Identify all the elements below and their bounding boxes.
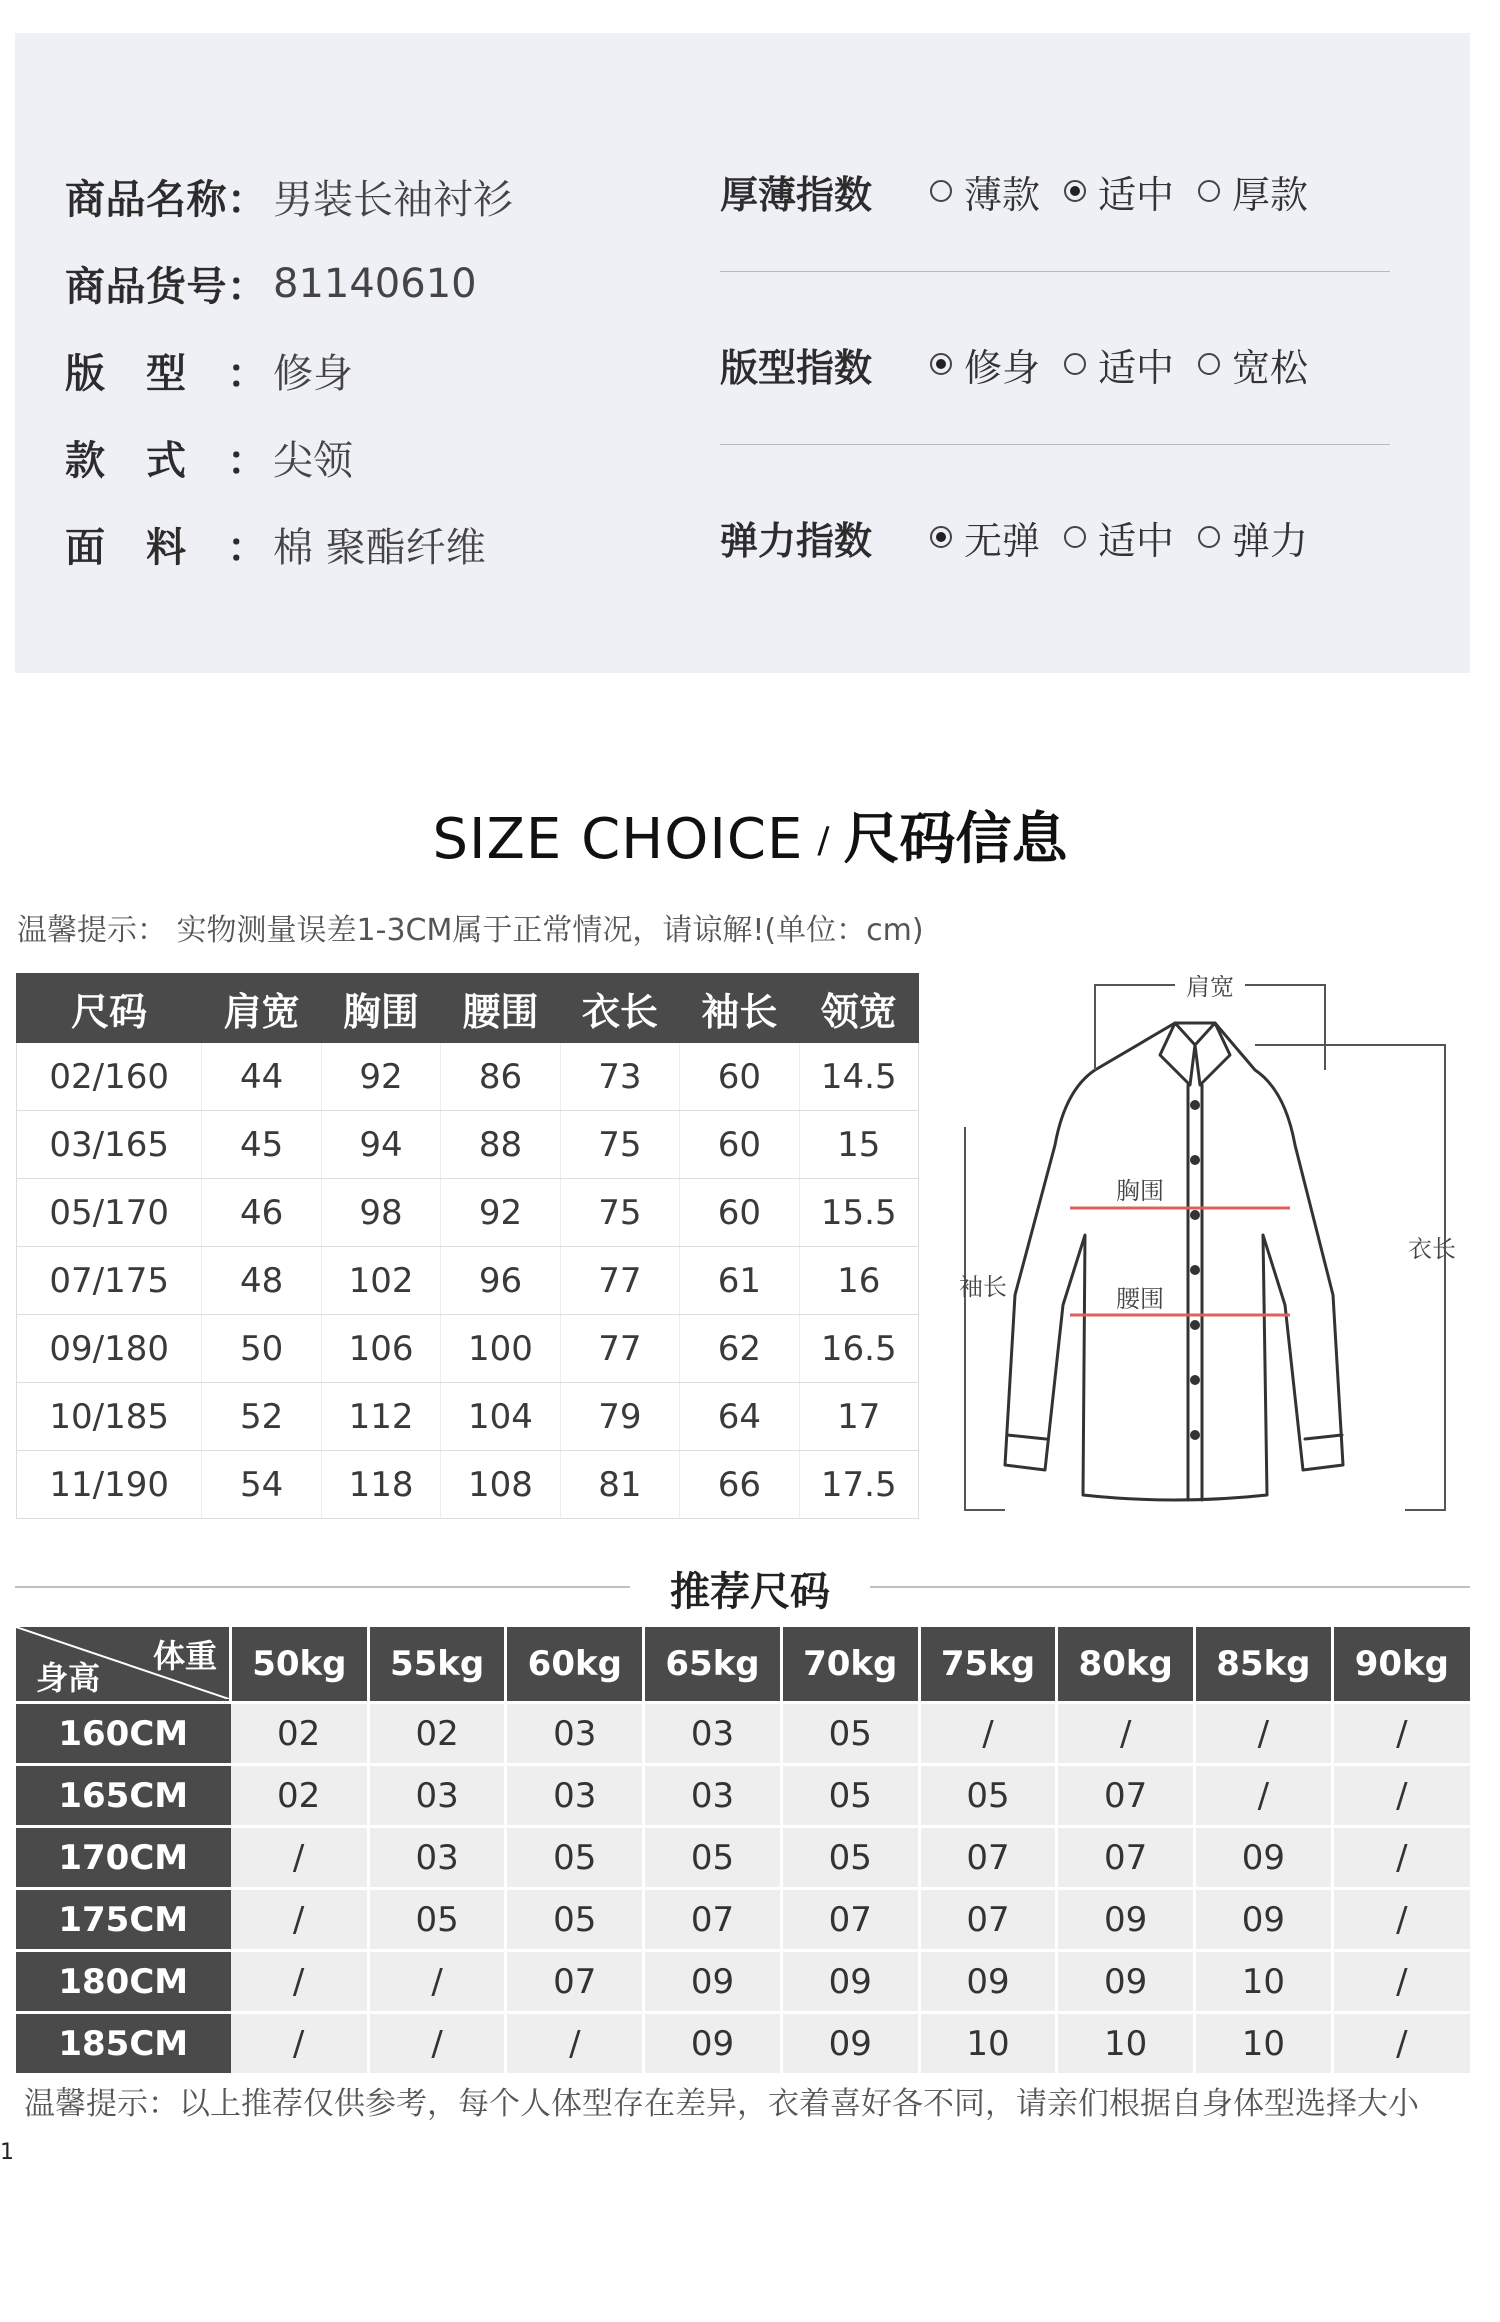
length-label: 衣长 [1408, 1235, 1456, 1263]
weight-header-cell: 90kg [1332, 1627, 1470, 1703]
label-char: 品 [105, 177, 146, 223]
recommend-cell: 07 [781, 1889, 919, 1951]
label-char: 货 [146, 264, 186, 310]
recommend-cell: 07 [1057, 1765, 1195, 1827]
index-option [1064, 510, 1174, 565]
radio-unchecked-icon [1198, 180, 1220, 202]
recommend-cell: 09 [1057, 1889, 1195, 1951]
recommend-cell: 02 [368, 1703, 506, 1765]
recommend-cell: / [1332, 1765, 1470, 1827]
size-cell: 10/185 [17, 1383, 202, 1451]
size-cell: 64 [680, 1383, 799, 1451]
weight-header-cell: 60kg [506, 1627, 644, 1703]
shirt-button [1190, 1265, 1200, 1275]
chest-label: 胸围 [1116, 1177, 1164, 1205]
index-option [1198, 510, 1308, 565]
table-row [16, 1765, 1470, 1827]
measurement-tip: 温馨提示： 实物测量误差1-3CM属于正常情况，请谅解!(单位：cm) [17, 913, 924, 948]
size-cell: 15.5 [799, 1179, 918, 1247]
corner-weight-label: 体重 [152, 1637, 217, 1675]
size-cell: 61 [680, 1247, 799, 1315]
size-table [16, 973, 919, 1519]
recommend-cell: / [1195, 1765, 1333, 1827]
label-char: 商 [65, 177, 105, 223]
recommend-cell: / [1332, 1827, 1470, 1889]
size-cell: 17 [799, 1383, 918, 1451]
recommend-cell: / [231, 2013, 369, 2074]
recommend-cell: / [231, 1827, 369, 1889]
recommend-cell: 05 [781, 1703, 919, 1765]
size-cell: 05/170 [17, 1179, 202, 1247]
recommend-cell: / [506, 2013, 644, 2074]
size-cell: 94 [321, 1111, 440, 1179]
size-cell: 44 [202, 1043, 321, 1111]
recommend-cell: 09 [644, 2013, 782, 2074]
recommend-cell: 05 [781, 1827, 919, 1889]
size-cell: 118 [321, 1451, 440, 1519]
size-cell: 07/175 [17, 1247, 202, 1315]
size-header-cell: 领宽 [799, 974, 918, 1043]
radio-checked-icon [930, 353, 952, 375]
recommend-cell: / [368, 1951, 506, 2013]
size-cell: 81 [560, 1451, 679, 1519]
size-cell: 16.5 [799, 1315, 918, 1383]
recommend-cell: 07 [506, 1951, 644, 2013]
height-row-header: 165CM [16, 1765, 231, 1827]
size-header-cell: 尺码 [17, 974, 202, 1043]
label-char: 料 [146, 525, 186, 571]
size-cell: 86 [441, 1043, 560, 1111]
recommend-corner-cell [16, 1627, 231, 1703]
product-attribute-row [65, 240, 513, 327]
recommend-cell: 09 [1057, 1951, 1195, 2013]
index-option-label: 适中 [1098, 345, 1175, 390]
size-cell: 106 [321, 1315, 440, 1383]
recommend-table [16, 1627, 1470, 2073]
label-char: 称 [186, 177, 227, 223]
size-cell: 03/165 [17, 1111, 202, 1179]
size-cell: 54 [202, 1451, 321, 1519]
product-indices [720, 163, 1390, 565]
size-cell: 102 [321, 1247, 440, 1315]
size-cell: 14.5 [799, 1043, 918, 1111]
table-row [17, 1383, 919, 1451]
shirt-button [1190, 1375, 1200, 1385]
recommend-table-body [16, 1703, 1470, 2074]
shirt-measurement-diagram [945, 975, 1465, 1515]
table-row [17, 1247, 919, 1315]
recommend-cell: 05 [919, 1765, 1057, 1827]
size-cell: 09/180 [17, 1315, 202, 1383]
size-cell: 15 [799, 1111, 918, 1179]
recommend-cell: / [1332, 2013, 1470, 2074]
recommend-cell: 03 [368, 1827, 506, 1889]
recommend-table-header [16, 1627, 1470, 1703]
height-row-header: 170CM [16, 1827, 231, 1889]
recommend-tip: 温馨提示：以上推荐仅供参考，每个人体型存在差异，衣着喜好各不同，请亲们根据自身体型选择大小 [24, 2086, 1419, 2122]
table-row [17, 1451, 919, 1519]
recommend-cell: 03 [644, 1703, 782, 1765]
size-choice-title [0, 795, 1500, 875]
index-divider [720, 271, 1390, 272]
size-cell: 77 [560, 1315, 679, 1383]
index-option-label: 弹力 [1232, 518, 1309, 563]
index-option-label: 厚款 [1232, 172, 1309, 217]
size-cell: 52 [202, 1383, 321, 1451]
table-row [16, 2013, 1470, 2074]
size-cell: 62 [680, 1315, 799, 1383]
radio-checked-icon [1064, 180, 1086, 202]
radio-unchecked-icon [1064, 526, 1086, 548]
shirt-body-outline [1005, 1023, 1343, 1500]
recommend-cell: 05 [781, 1765, 919, 1827]
recommend-cell: 05 [506, 1889, 644, 1951]
corner-height-label: 身高 [36, 1659, 101, 1697]
recommend-cell: 05 [506, 1827, 644, 1889]
height-row-header: 175CM [16, 1889, 231, 1951]
weight-header-cell: 75kg [919, 1627, 1057, 1703]
product-attribute-row [65, 414, 513, 501]
recommend-cell: 09 [644, 1951, 782, 2013]
recommend-cell: 07 [1057, 1827, 1195, 1889]
size-cell: 16 [799, 1247, 918, 1315]
recommend-cell: / [1332, 1951, 1470, 2013]
product-info-panel [15, 33, 1470, 673]
radio-unchecked-icon [1198, 526, 1220, 548]
size-cell: 77 [560, 1247, 679, 1315]
radio-unchecked-icon [1064, 353, 1086, 375]
table-row [17, 1315, 919, 1383]
index-label: 厚薄指数 [720, 172, 873, 217]
weight-header-cell: 50kg [231, 1627, 369, 1703]
recommend-cell: 10 [919, 2013, 1057, 2074]
product-attribute-value: 81140610 [273, 260, 477, 307]
size-header-cell: 胸围 [321, 974, 440, 1043]
recommend-cell: 03 [506, 1703, 644, 1765]
size-cell: 112 [321, 1383, 440, 1451]
recommend-title: 推荐尺码 [630, 1560, 870, 1617]
weight-header-cell: 85kg [1195, 1627, 1333, 1703]
index-option [1064, 337, 1174, 392]
label-char: 面 [65, 525, 105, 571]
recommend-cell: 07 [919, 1889, 1057, 1951]
label-char: 品 [105, 264, 146, 310]
table-row [16, 1703, 1470, 1765]
recommend-cell: 07 [919, 1827, 1057, 1889]
recommend-cell: 10 [1057, 2013, 1195, 2074]
index-option [930, 510, 1040, 565]
product-attribute-row [65, 327, 513, 414]
table-row [16, 1951, 1470, 2013]
size-cell: 108 [441, 1451, 560, 1519]
index-row [720, 336, 1390, 392]
product-attribute-label [65, 342, 273, 399]
size-cell: 45 [202, 1111, 321, 1179]
size-cell: 46 [202, 1179, 321, 1247]
size-header-cell: 袖长 [680, 974, 799, 1043]
size-table-body [17, 1043, 919, 1519]
recommend-cell: 09 [781, 1951, 919, 2013]
table-row [16, 1889, 1470, 1951]
collar-left-outline [1160, 1023, 1195, 1085]
length-measure-line [1255, 1045, 1445, 1510]
shirt-button [1190, 1210, 1200, 1220]
height-row-header: 160CM [16, 1703, 231, 1765]
radio-unchecked-icon [1198, 353, 1220, 375]
label-colon: ： [227, 264, 267, 310]
size-cell: 60 [680, 1043, 799, 1111]
recommend-cell: / [1332, 1703, 1470, 1765]
size-title-en: SIZE CHOICE [432, 807, 804, 872]
recommend-cell: 02 [231, 1703, 369, 1765]
product-attribute-label [65, 168, 273, 225]
radio-checked-icon [930, 526, 952, 548]
shirt-button [1190, 1320, 1200, 1330]
index-option-label: 无弹 [964, 518, 1041, 563]
recommend-cell: 10 [1195, 1951, 1333, 2013]
weight-header-cell: 70kg [781, 1627, 919, 1703]
table-row [16, 1827, 1470, 1889]
weight-header-cell: 65kg [644, 1627, 782, 1703]
index-row [720, 163, 1390, 219]
shirt-button [1190, 1100, 1200, 1110]
index-option-label: 适中 [1098, 172, 1175, 217]
product-attribute-row [65, 501, 513, 588]
size-cell: 92 [321, 1043, 440, 1111]
size-cell: 96 [441, 1247, 560, 1315]
product-attribute-value: 修身 [273, 351, 353, 397]
label-char: 名 [146, 177, 186, 223]
shirt-button [1190, 1155, 1200, 1165]
index-option-label: 宽松 [1232, 345, 1309, 390]
size-cell: 66 [680, 1451, 799, 1519]
height-row-header: 185CM [16, 2013, 231, 2074]
label-char: 版 [65, 351, 105, 397]
size-cell: 48 [202, 1247, 321, 1315]
product-attribute-value: 尖领 [273, 438, 353, 484]
index-row [720, 509, 1390, 565]
weight-header-cell: 80kg [1057, 1627, 1195, 1703]
size-cell: 11/190 [17, 1451, 202, 1519]
recommend-cell: 09 [781, 2013, 919, 2074]
size-table-header [17, 974, 919, 1043]
size-cell: 75 [560, 1111, 679, 1179]
radio-unchecked-icon [930, 180, 952, 202]
size-title-zh: 尺码信息 [843, 807, 1068, 872]
waist-label: 腰围 [1116, 1285, 1164, 1313]
index-option [930, 164, 1040, 219]
left-cuff-line [1007, 1435, 1046, 1439]
product-attribute-value: 男装长袖衬衫 [273, 177, 513, 223]
size-cell: 60 [680, 1179, 799, 1247]
recommend-cell: / [919, 1703, 1057, 1765]
size-cell: 60 [680, 1111, 799, 1179]
size-cell: 92 [441, 1179, 560, 1247]
table-row [17, 1043, 919, 1111]
size-cell: 88 [441, 1111, 560, 1179]
index-option-label: 适中 [1098, 518, 1175, 563]
table-row [17, 1111, 919, 1179]
label-char: 式 [146, 438, 186, 484]
size-cell: 79 [560, 1383, 679, 1451]
sleeve-label: 袖长 [959, 1273, 1007, 1301]
recommend-cell: 03 [506, 1765, 644, 1827]
recommend-cell: 02 [231, 1765, 369, 1827]
index-option [1064, 164, 1174, 219]
right-cuff-line [1305, 1435, 1342, 1439]
recommend-cell: / [1195, 1703, 1333, 1765]
recommend-cell: 03 [644, 1765, 782, 1827]
product-attribute-label [65, 516, 273, 573]
product-attribute-value: 棉 聚酯纤维 [273, 525, 486, 571]
size-header-cell: 肩宽 [202, 974, 321, 1043]
index-label: 版型指数 [720, 345, 873, 390]
product-attributes [65, 153, 513, 588]
recommend-cell: 07 [644, 1889, 782, 1951]
size-title-separator: / [817, 820, 830, 861]
size-cell: 104 [441, 1383, 560, 1451]
size-header-cell: 腰围 [441, 974, 560, 1043]
product-attribute-row [65, 153, 513, 240]
label-char: 款 [65, 438, 105, 484]
recommend-cell: 05 [644, 1827, 782, 1889]
size-header-cell: 衣长 [560, 974, 679, 1043]
label-char: 号 [186, 264, 227, 310]
recommend-cell: 05 [368, 1889, 506, 1951]
size-cell: 73 [560, 1043, 679, 1111]
label-colon: ： [227, 177, 267, 223]
product-attribute-label [65, 429, 273, 486]
sleeve-measure-line [965, 1127, 1005, 1510]
size-cell: 50 [202, 1315, 321, 1383]
recommend-cell: 09 [1195, 1889, 1333, 1951]
size-cell: 100 [441, 1315, 560, 1383]
recommend-cell: 03 [368, 1765, 506, 1827]
height-row-header: 180CM [16, 1951, 231, 2013]
label-colon: ： [227, 525, 267, 571]
label-char: 商 [65, 264, 105, 310]
size-cell: 75 [560, 1179, 679, 1247]
size-cell: 02/160 [17, 1043, 202, 1111]
index-divider [720, 444, 1390, 445]
index-option-label: 修身 [964, 345, 1041, 390]
label-char: 型 [146, 351, 186, 397]
size-cell: 17.5 [799, 1451, 918, 1519]
index-option [1198, 337, 1308, 392]
index-label: 弹力指数 [720, 518, 873, 563]
weight-header-cell: 55kg [368, 1627, 506, 1703]
shoulder-label: 肩宽 [1186, 975, 1234, 1001]
recommend-cell: / [368, 2013, 506, 2074]
recommend-cell: 09 [1195, 1827, 1333, 1889]
recommend-cell: 09 [919, 1951, 1057, 2013]
product-attribute-label [65, 255, 273, 312]
recommend-cell: / [1332, 1889, 1470, 1951]
page-number: 1 [0, 2140, 14, 2165]
recommend-cell: 10 [1195, 2013, 1333, 2074]
recommend-cell: / [231, 1889, 369, 1951]
table-row [17, 1179, 919, 1247]
index-option [1198, 164, 1308, 219]
index-option [930, 337, 1040, 392]
shirt-button [1190, 1430, 1200, 1440]
label-colon: ： [227, 438, 267, 484]
size-cell: 98 [321, 1179, 440, 1247]
shirt-buttons [1190, 1100, 1200, 1440]
label-colon: ： [227, 351, 267, 397]
index-option-label: 薄款 [964, 172, 1041, 217]
recommend-cell: / [1057, 1703, 1195, 1765]
recommend-cell: / [231, 1951, 369, 2013]
